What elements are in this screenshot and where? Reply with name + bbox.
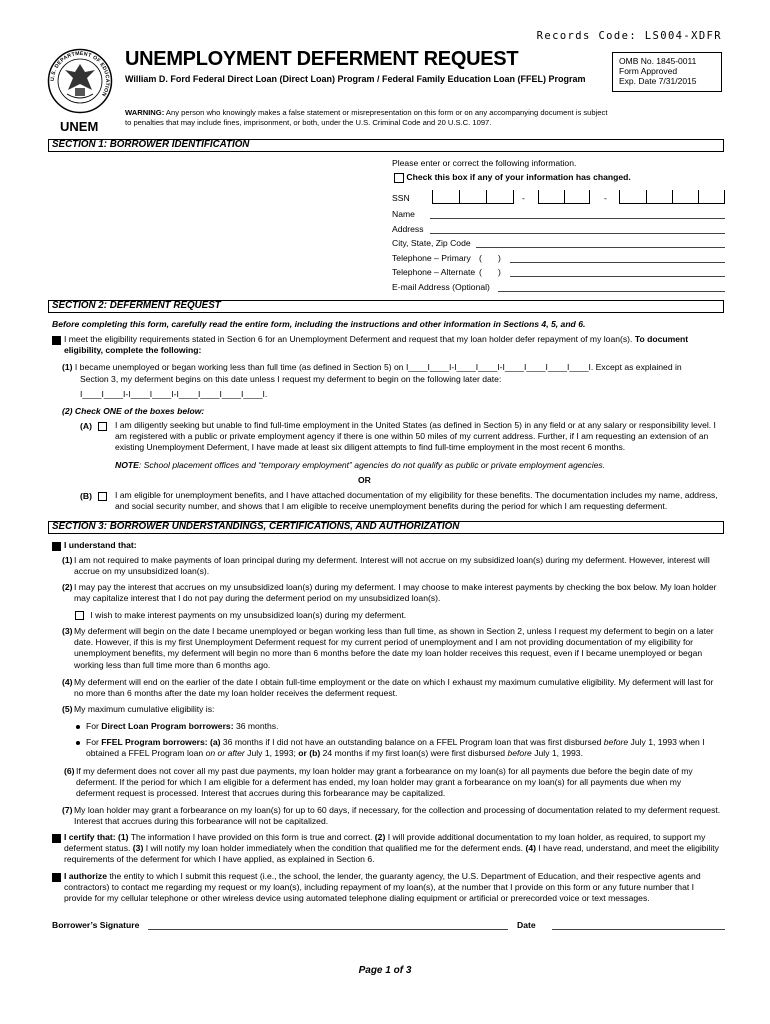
city-label: City, State, Zip Code [392, 238, 471, 248]
form-code: UNEM [60, 119, 99, 134]
ssn-dash-2: - [604, 193, 607, 203]
ssn-label: SSN [392, 193, 410, 203]
item2-label: (2) Check ONE of the boxes below: [62, 406, 205, 416]
omb-expiration: Exp. Date 7/31/2015 [619, 76, 697, 87]
telephone-alternate-label: Telephone – Alternate [392, 267, 476, 277]
telephone-primary-close-paren: ) [498, 253, 501, 263]
email-field[interactable] [498, 291, 725, 292]
ssn-part2[interactable] [538, 190, 590, 204]
understand-heading: I understand that: [52, 540, 137, 551]
understanding-4: (4) My deferment will end on the earlier of the date I obtain full-time employment or the date on which I exhaust my maximum cumulative eligibility. My deferment will last for no more than 6 months after the date my loan holder receives the deferment request. [62, 677, 714, 699]
ssn-part1[interactable] [432, 190, 514, 204]
omb-box [612, 52, 722, 92]
understanding-5: (5) My maximum cumulative eligibility is: [62, 704, 215, 714]
eligibility-statement: I meet the eligibility requirements stated in Section 6 for an Unemployment Deferment and request that my loan holder defer repayment of my loan(s). To document eligibility, complete the following: [52, 334, 724, 356]
later-date-field[interactable]: I____I____I-I____I____I-I____I____I____I____I. [80, 389, 268, 399]
option-a-label: (A) [80, 421, 92, 431]
option-b-checkbox[interactable] [98, 492, 107, 501]
interest-payment-row [75, 610, 406, 621]
interest-payment-checkbox[interactable] [75, 611, 84, 620]
interest-payment-label: I wish to make interest payments on my unsubsidized loan(s) during my deferment. [90, 610, 407, 620]
understanding-7: (7) My loan holder may grant a forbearance on my loan(s) for up to 60 days, if necessary, for the collection and processing of documentation related to my deferment request. Interest that accrues during this forbearance will not be capitalized. [62, 805, 721, 827]
svg-text:U.S. DEPARTMENT OF EDUCATION: U.S. DEPARTMENT OF EDUCATION [49, 50, 111, 98]
item1-line2: Section 3, my deferment begins on this date unless I request my deferment to begin on the following later date: [80, 374, 502, 384]
section3-header: SECTION 3: BORROWER UNDERSTANDINGS, CERTIFICATIONS, AND AUTHORIZATION [48, 521, 724, 534]
section2-header: SECTION 2: DEFERMENT REQUEST [48, 300, 724, 313]
option-b-label: (B) [80, 491, 92, 501]
name-label: Name [392, 209, 415, 219]
warning-text: WARNING: Any person who knowingly makes a false statement or misrepresentation on this form or on any accompanying document is subject to penalties that may include fines, imprisonment, or both, under the U.S. Criminal Code and 20 U.S.C. 1097. [125, 108, 608, 128]
section2-intro: Before completing this form, carefully read the entire form, including the instructions and other information in Sections 4, 5, and 6. [52, 319, 586, 329]
option-a-note: NOTE: School placement offices and “temporary employment” agencies do not qualify as public or private employment agencies. [115, 460, 606, 470]
form-subtitle: William D. Ford Federal Direct Loan (Direct Loan) Program / Federal Family Education Loan (FFEL) Program [125, 74, 586, 84]
date-field[interactable] [552, 929, 725, 930]
certification: I certify that: (1) The information I have provided on this form is true and correct. (2) I will provide additional documentation to my loan holder, as required, to support my deferment status. (3) I will notify my loan holder immediately when the condition that qualified me for the deferment ends. (4) I have read, understand, and meet the eligibility requirements of the deferment for which I have applied, as explained in Section 6. [52, 832, 724, 866]
telephone-primary-field[interactable] [510, 262, 725, 263]
info-changed-label: Check this box if any of your information has changed. [406, 172, 631, 182]
signature-label: Borrower’s Signature [52, 920, 140, 930]
option-a-text: I am diligently seeking but unable to find full-time employment in the United States (as defined in Section 5) in any field or at any salary or responsibility level. I am registered with a public or private employment agency if there is one within 50 miles of my current address. Further, if I am requesting an extension of an existing Unemployment Deferment, I have made at least six diligent attempts to find full-time employment in the most recent 6 months. [115, 420, 716, 453]
section1-header: SECTION 1: BORROWER IDENTIFICATION [48, 139, 724, 152]
omb-number: OMB No. 1845-0011 [619, 56, 697, 66]
info-changed-row [394, 172, 631, 183]
section1-instruction: Please enter or correct the following information. [392, 158, 577, 168]
understanding-3: (3) My deferment will begin on the date I became unemployed or began working less than full time, as shown in Section 2, unless I request my deferment to begin on a later date. However, if this is my first Unemployment Deferment request for my current period of unemployment and I am not providing documentation of my eligibility for unemployment benefits, my deferment will begin no more than 6 months before the date my loan holder receives this request, even if I became unemployed or began working less than full time more than 6 months ago. [62, 626, 714, 670]
telephone-primary-open-paren: ( [479, 253, 482, 263]
unemployed-date-field[interactable]: I____I____I-I____I____I-I____I____I____I____I. [405, 362, 594, 372]
date-label: Date [517, 920, 536, 930]
square-bullet-icon [52, 834, 61, 843]
omb-approved: Form Approved [619, 66, 678, 77]
option-a-checkbox[interactable] [98, 422, 107, 431]
eligibility-direct-loan: For Direct Loan Program borrowers: 36 months. [76, 721, 721, 732]
info-changed-checkbox[interactable] [394, 173, 404, 183]
option-b-text: I am eligible for unemployment benefits, and I have attached documentation of my eligibility for these benefits. The documentation includes my name, address, and social security number, and shows that I am eligible to receive unemployment benefits during the period for which I am requesting deferment. [115, 490, 718, 512]
department-seal [47, 48, 113, 114]
address-field[interactable] [430, 233, 725, 234]
signature-field[interactable] [148, 929, 508, 930]
telephone-alternate-close-paren: ) [498, 267, 501, 277]
ssn-dash-1: - [522, 193, 525, 203]
city-field[interactable] [476, 247, 725, 248]
address-label: Address [392, 224, 424, 234]
authorization: I authorize the entity to which I submit this request (i.e., the school, the lender, the guaranty agency, the U.S. Department of Education, and their respective agents and contractors) to contact me regarding my request or my loan(s), including repayment of my loan(s), at the number that I provide on this form or any future number that I provide for my cellular telephone or other wireless device using automated telephone dialing equipment or artificial or prerecorded voice or text messages. [52, 871, 724, 905]
form-title: UNEMPLOYMENT DEFERMENT REQUEST [125, 48, 519, 70]
understanding-6: (6) If my deferment does not cover all my past due payments, my loan holder may grant a forbearance on my loan(s) for all payments due before the begin date of my deferment. If the period for which I am eligible for a deferment has ended, my loan holder may grant a forbearance on my loan(s) for all payments due when my deferment request is processed. Interest that accrues during this forbearance may be capitalized. [64, 766, 693, 799]
or-separator: OR [358, 475, 371, 485]
records-code: Records Code: LS004-XDFR [536, 30, 722, 42]
square-bullet-icon [52, 336, 61, 345]
telephone-alternate-field[interactable] [510, 276, 725, 277]
square-bullet-icon [52, 542, 61, 551]
item1-line1: (1) I became unemployed or began working less than full time (as defined in Section 5) on I____I____I-I____I____I-I____I____I____I____I. Except as explained in [62, 362, 682, 372]
understanding-1: (1) I am not required to make payments of loan principal during my deferment. Interest will not accrue on my subsidized loan(s) during my deferment. However, interest will accrue on my unsubsidized loan(s). [62, 555, 710, 577]
understanding-2: (2) I may pay the interest that accrues on my unsubsidized loan(s) during my deferment. I may choose to make interest payments by checking the box below. My loan holder may capitalize interest that I do not pay during the deferment period on my unsubsidized loan(s). [62, 582, 717, 604]
square-bullet-icon [52, 873, 61, 882]
ssn-part3[interactable] [619, 190, 725, 204]
page-number: Page 1 of 3 [358, 965, 412, 976]
telephone-primary-label: Telephone – Primary [392, 253, 471, 263]
email-label: E-mail Address (Optional) [392, 282, 490, 292]
name-field[interactable] [430, 218, 725, 219]
eligibility-ffel: For FFEL Program borrowers: (a) 36 months if I did not have an outstanding balance on a FFEL Program loan that was first disbursed before July 1, 1993 when I obtained a FFEL Program loan on or after July 1, 1993; or (b) 24 months if my first loan(s) were first disbursed before July 1, 1993. [76, 737, 721, 759]
telephone-alternate-open-paren: ( [479, 267, 482, 277]
